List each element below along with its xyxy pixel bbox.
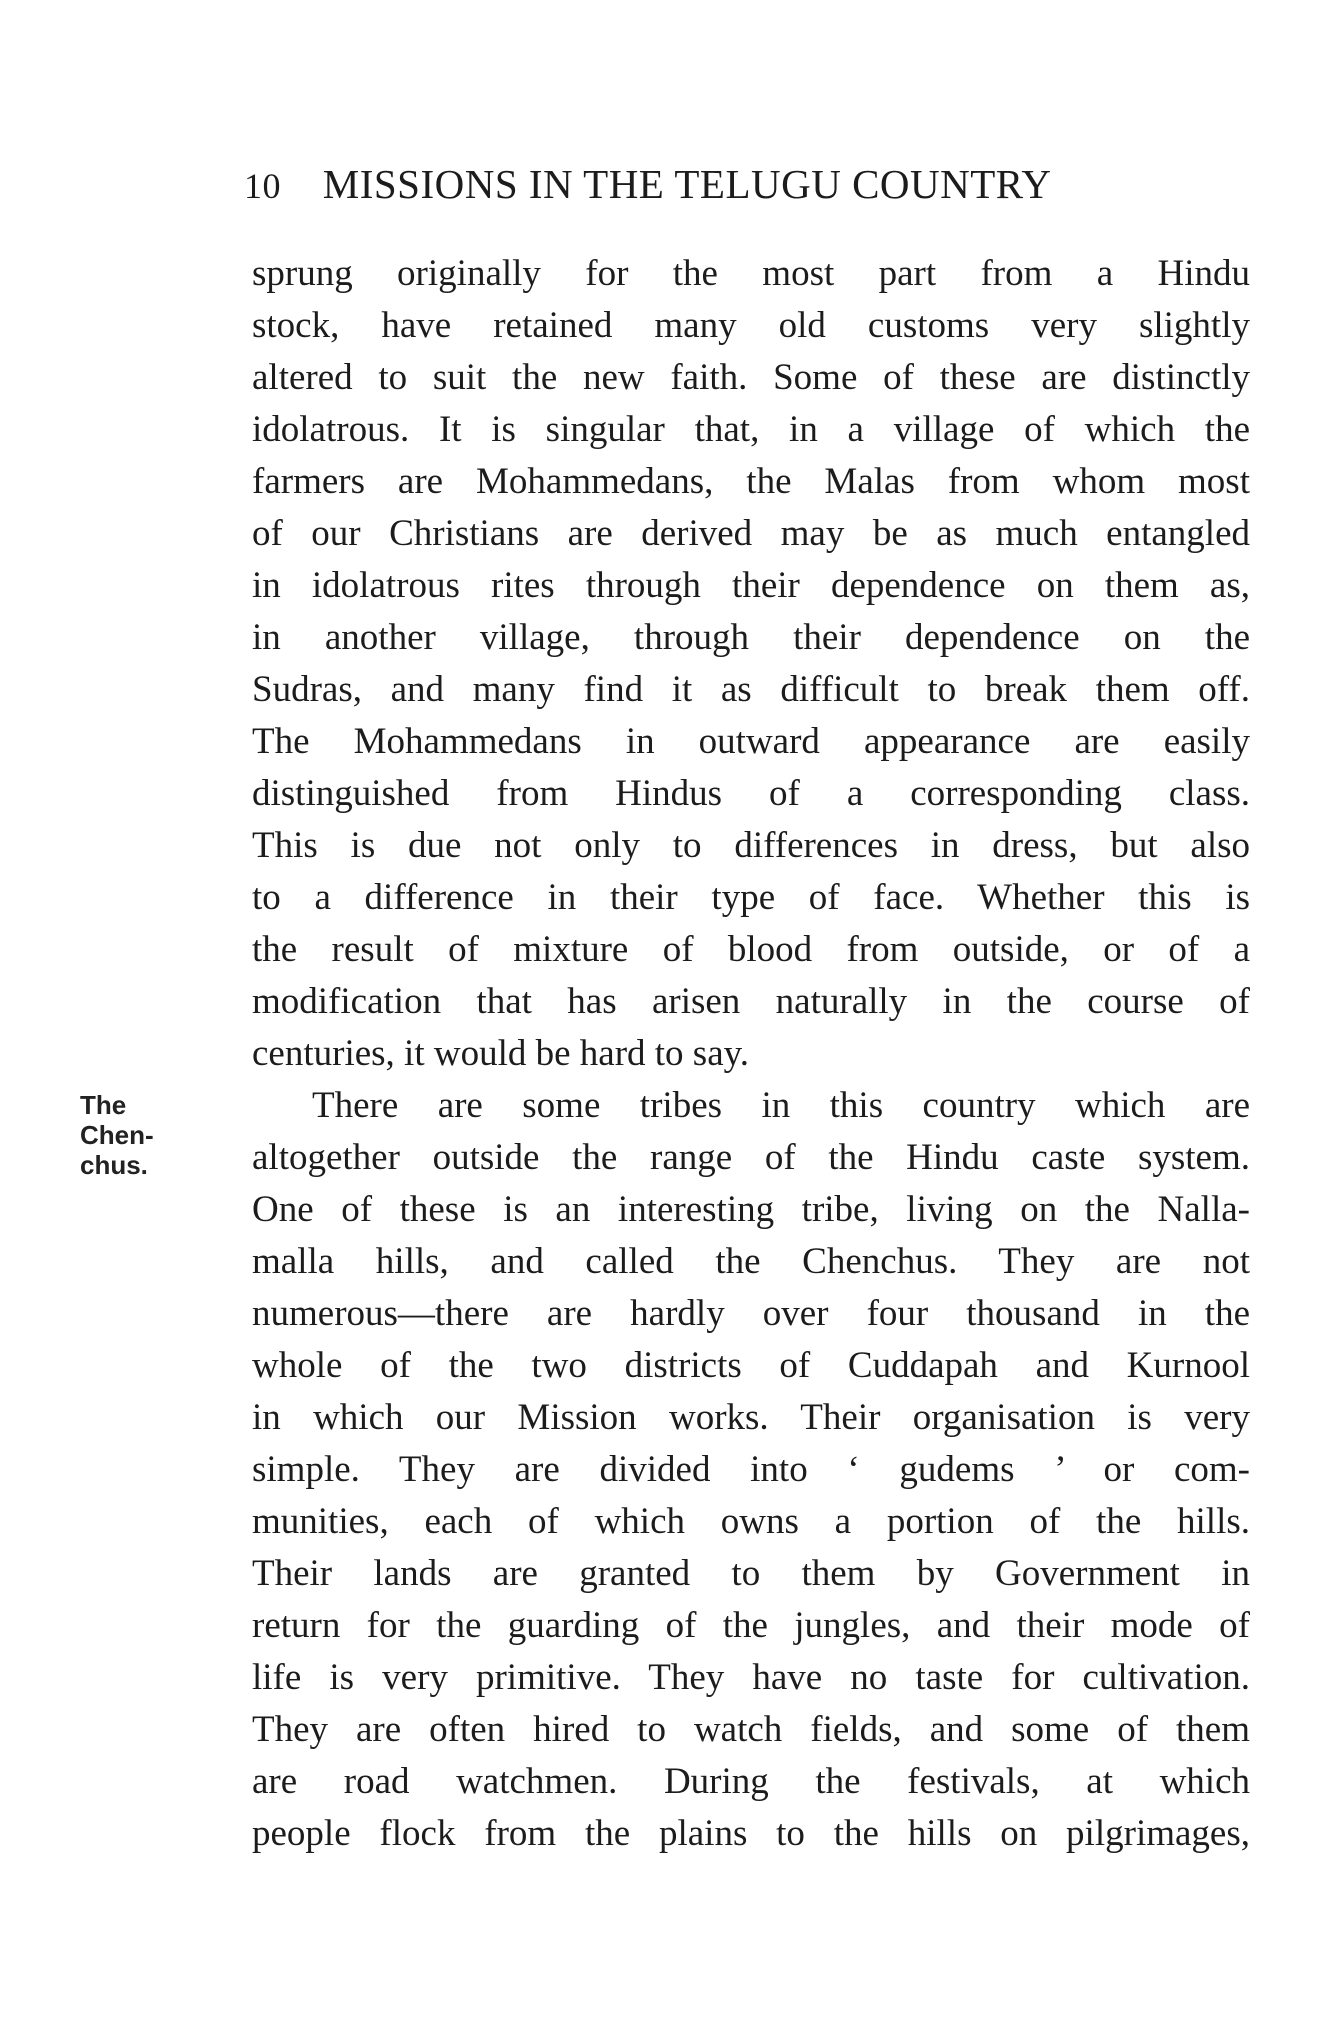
text-line: numerous—there are hardly over four thousand in the — [252, 1293, 1250, 1334]
text-line: in another village, through their dependence on the — [252, 617, 1250, 658]
marginal-note-line: chus. — [80, 1150, 148, 1180]
body-text — [252, 248, 1250, 1860]
text-line: of our Christians are derived may be as much entangled — [252, 513, 1250, 554]
text-line: altogether outside the range of the Hindu caste system. — [252, 1137, 1250, 1178]
page-number: 10 — [244, 166, 281, 206]
text-line: One of these is an interesting tribe, living on the Nalla- — [252, 1189, 1250, 1230]
text-line: whole of the two districts of Cuddapah and Kurnool — [252, 1345, 1250, 1386]
text-line: Their lands are granted to them by Government in — [252, 1553, 1250, 1594]
paragraph-continued — [252, 248, 1250, 1080]
text-line: farmers are Mohammedans, the Malas from whom most — [252, 461, 1250, 502]
text-line: simple. They are divided into ‘ gudems ’ or com- — [252, 1449, 1250, 1490]
text-line: This is due not only to differences in dress, but also — [252, 825, 1250, 866]
text-line: the result of mixture of blood from outside, or of a — [252, 929, 1250, 970]
text-line: They are often hired to watch fields, and some of them — [252, 1709, 1250, 1750]
marginal-note-line: Chen- — [80, 1120, 154, 1150]
text-line: in idolatrous rites through their dependence on them as, — [252, 565, 1250, 606]
text-line: The Mohammedans in outward appearance are easily — [252, 721, 1250, 762]
text-line: sprung originally for the most part from a Hindu — [252, 253, 1250, 294]
text-line: distinguished from Hindus of a corresponding class. — [252, 773, 1250, 814]
text-line: centuries, it would be hard to say. — [252, 1033, 749, 1074]
text-line: modification that has arisen naturally in the course of — [252, 981, 1250, 1022]
text-line: are road watchmen. During the festivals, at which — [252, 1761, 1250, 1802]
text-line: life is very primitive. They have no taste for cultivation. — [252, 1657, 1250, 1698]
text-line: to a difference in their type of face. Whether this is — [252, 877, 1250, 918]
paragraph-chenchus — [252, 1080, 1250, 1860]
text-line: people flock from the plains to the hills on pilgrimages, — [252, 1813, 1250, 1854]
running-header — [244, 160, 1254, 212]
text-line: idolatrous. It is singular that, in a village of which the — [252, 409, 1250, 450]
text-line: altered to suit the new faith. Some of these are distinctly — [252, 357, 1250, 398]
marginal-note-line: The — [80, 1090, 127, 1120]
marginal-note — [80, 1090, 200, 1180]
text-line: Sudras, and many find it as difficult to break them off. — [252, 669, 1250, 710]
text-line: There are some tribes in this country which are — [312, 1085, 1250, 1126]
running-title: MISSIONS IN THE TELUGU COUNTRY — [322, 161, 1052, 207]
text-line: malla hills, and called the Chenchus. They are not — [252, 1241, 1250, 1282]
text-line: munities, each of which owns a portion of the hills. — [252, 1501, 1250, 1542]
text-line: return for the guarding of the jungles, and their mode of — [252, 1605, 1250, 1646]
text-line: stock, have retained many old customs very slightly — [252, 305, 1250, 346]
text-line: in which our Mission works. Their organisation is very — [252, 1397, 1250, 1438]
